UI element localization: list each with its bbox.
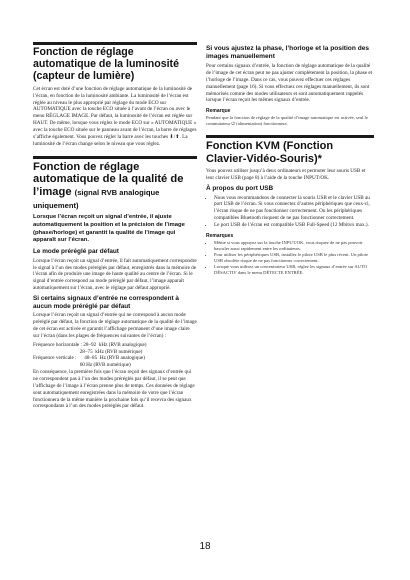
manual-adjust-body: Pour certains signaux d’entrée, la fonction de réglage automatique de la qualité de l’image de cet écran peut ne pas ajuster complètement la position, la phase et l’horloge de l’image. Dans ce cas, vous pouvez effectuer ces réglages manuellement (page 16). Si vous effectuez ces réglages manuellement, ils sont mémorisés comme des modes utilisateurs et sont automatiquement rappelés lorsque l’écran reçoit les mêmes signaux d’entrée. — [206, 63, 373, 104]
note-body: Pendant que la fonction de réglage de la qualité d’image automatique est activée, seul le commutateur ⏻ (alimentation) fonctionnera. — [206, 115, 368, 127]
vertical-frequency-digital: 60 Hz (RVB numérique) — [33, 362, 131, 369]
list-item: • Même si vous appuyez sur la touche INPUT/OK, vous risquez de ne pas pouvoir basculer aussi rapidement entre les ordinateurs. — [214, 240, 374, 252]
note-title: Remarque — [206, 108, 231, 115]
list-item: • Le port USB de l’écran est compatible USB Full-Speed (12 Mbits/s max.). — [214, 222, 374, 229]
vertical-frequency-analog: Fréquence verticale : 48–85 Hz (RVB analogique) — [33, 355, 145, 362]
kvm-section-title: Fonction KVM (Fonction Clavier-Vidéo-Souris)* — [206, 140, 334, 165]
brightness-section-body: Cet écran est doté d’une fonction de réglage automatique de la luminosité de l’écran, en fonction de la luminosité ambiante. La luminosité de l’écran est réglée au niveau le plus approprié par réglage du mode ECO sur AUTOMATIQUE avec la touche ECO située à l’avant de l’écran ou avec le menu RÉGLAGE IMAGE. Par défaut, la luminosité de l’écran est réglée sur HAUT. De même, lorsque vous réglez le mode ECO sur « AUTOMATIQUE » avec la touche ECO située sur le panneau avant de l’écran, la barre de réglages s’affiche également. Vous pouvez régler la barre avec les touches ⬇/⬆. La luminosité de l’écran change selon le niveau que vous réglez. — [33, 85, 197, 147]
kvm-section-body: Vous pouvez utiliser jusqu’à deux ordinateurs et permuter leur souris USB et leur clavier USB (page 8) à l’aide de la touche INPUT/OK. — [206, 168, 366, 182]
manual-adjust-heading: Si vous ajustez la phase, l’horloge et la position des images manuellement — [206, 45, 370, 61]
horizontal-frequency-analog: Fréquence horizontale : 28–92 kHz (RVB analogique) — [33, 341, 147, 348]
image-quality-title-main: Fonction de réglage automatique de la qualité de l’image — [33, 160, 184, 198]
no-preset-heading: Si certains signaux d’entrée ne correspondent à aucun mode préréglé par défaut — [33, 294, 179, 310]
left-column — [33, 42, 197, 412]
right-column — [206, 42, 374, 276]
section-rule — [206, 135, 374, 138]
no-preset-body-continued: En conséquence, la première fois que l’écran reçoit des signaux d’entrée qui ne correspondent pas à l’un des modes préréglés par défaut, il se peut que l’affichage de l’image à l’écran prenne plus de temps. Ces données de réglage sont automatiquement enregistrées dans la mémoire de votre que l’écran fonctionnera de la même manière la prochaine fois qu’il recevra des signaux correspondants à l’un des modes préréglés par défaut. — [33, 369, 195, 410]
page-number: 18 — [199, 541, 211, 552]
usb-port-list — [206, 195, 374, 229]
usb-port-heading: À propos du port USB — [206, 184, 274, 192]
horizontal-frequency-digital: 28–75 kHz (RVB numérique) — [33, 348, 143, 355]
image-quality-section-title — [33, 161, 197, 212]
image-quality-intro: Lorsque l’écran reçoit un signal d’entrée, il ajuste automatiquement la position et la précision de l’image (phase/horloge) et garantit la qualité de l’image qui apparaît sur l’écran. — [33, 214, 185, 244]
section-rule — [33, 156, 197, 159]
preset-mode-heading: Le mode préréglé par défaut — [33, 247, 119, 255]
brightness-section-title: Fonction de réglage automatique de la luminosité (capteur de lumière) — [33, 46, 179, 82]
section-rule — [33, 42, 197, 45]
notes-list — [206, 240, 374, 276]
preset-mode-body: Lorsque l’écran reçoit un signal d’entrée, il fait automatiquement correspondre le signal à l’un des modes préréglés par défaut, enregistrés dans la mémoire de l’écran afin de produire une image de haute qualité au centre de l’écran. Si le signal d’entrée correspond au mode préréglé par défaut, l’image apparaît automatiquement sur l’écran, avec le réglage par défaut approprié. — [33, 257, 197, 292]
list-item: • Nous vous recommandons de connecter la souris USB et le clavier USB au port USB de l’écran. Si vous connectez d’autres périphériques que ceux-ci, l’écran risque de ne pas fonctionner correctement. Ou les périphériques compatibles Bluetooth risquent de ne pas fonctionner correctement. — [214, 195, 374, 222]
image-quality-title-sub: (signal RVB analogique uniquement) — [33, 187, 160, 210]
list-item: • Lorsque vous utilisez un concentrateur USB, réglez les signaux d’entrée sur AUTO DÉSACTIV dans le menu DÉTECTE ENTRÉE. — [214, 264, 374, 276]
list-item: • Pour utiliser les périphériques USB, installez le pilote USB le plus récent. Un pilote USB obsolète risque de ne pas fonctionner correctement. — [214, 252, 374, 264]
notes-title: Remarques — [206, 232, 234, 239]
no-preset-body: Lorsque l’écran reçoit un signal d’entrée qui ne correspond à aucun mode préréglé par défaut, la fonction de réglage automatique de la qualité de l’image de cet écran est activée et garantit l’affichage permanent d’une image claire sur l’écran (dans les plages de fréquences suivantes de l’écran) : — [33, 312, 197, 339]
